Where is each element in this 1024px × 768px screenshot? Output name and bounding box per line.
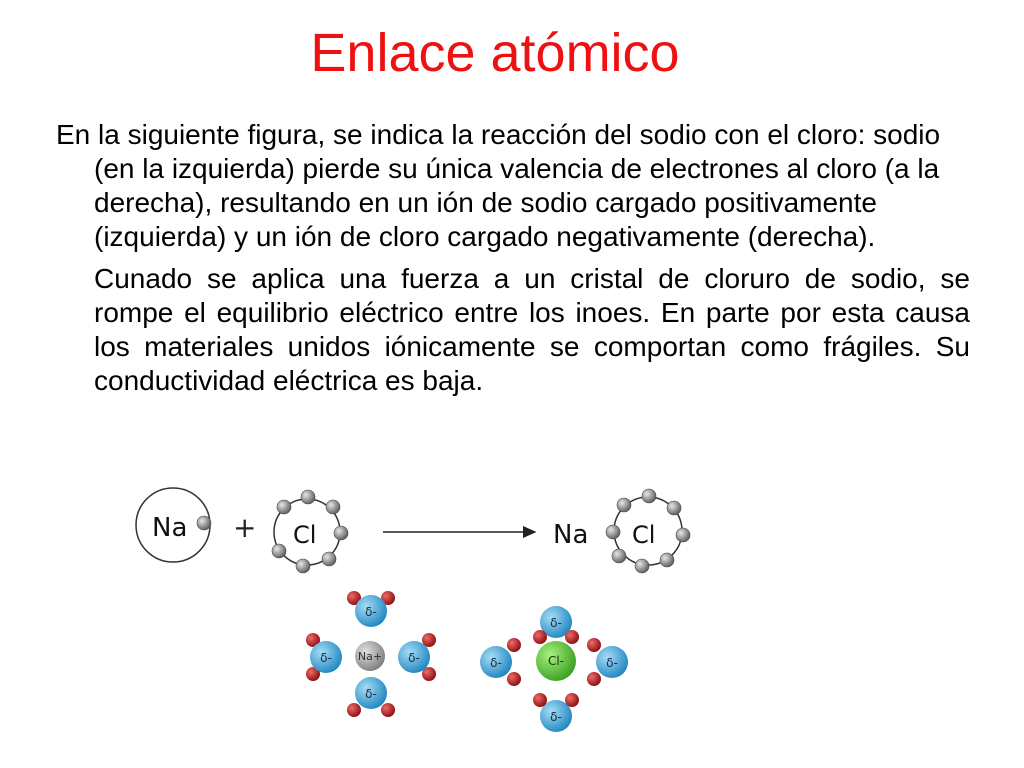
svg-text:δ-: δ- [320, 651, 332, 665]
chloride-ion [606, 489, 690, 573]
water-molecule-top [347, 591, 395, 627]
svg-text:δ-: δ- [408, 651, 420, 665]
chlorine-label: Cl [293, 521, 317, 549]
hydrated-chloride-cluster [480, 606, 628, 732]
chlorine-atom [272, 490, 348, 573]
plus-sign: + [233, 511, 257, 544]
sodium-ion-charge-label: Na+ [357, 650, 383, 663]
paragraph-reaction: En la siguiente figura, se indica la reacción del sodio con el cloro: sodio (en la izquierda) pierde su única valencia de electrones al cloro (a la derecha), resultando en un ión de sodio cargado positivamente (izquierda) y un ión de cloro cargado negativamente (derecha). [56, 119, 941, 252]
svg-text:δ-: δ- [490, 656, 502, 670]
sodium-atom [136, 488, 211, 562]
svg-text:δ-: δ- [365, 605, 377, 619]
slide-title: Enlace atómico [310, 23, 680, 83]
svg-text:δ-: δ- [550, 616, 562, 630]
water-molecule-left [480, 638, 521, 686]
svg-text:δ-: δ- [606, 656, 618, 670]
paragraph-crystal: Cunado se aplica una fuerza a un cristal de cloruro de sodio, se rompe el equilibrio eléctrico entre los inoes. En parte por esta causa los materiales unidos iónicamente se comportan como frágiles. Su conductividad eléctrica es baja. [94, 263, 970, 396]
sodium-label: Na [152, 513, 188, 543]
chloride-ion-charge-label: Cl- [547, 654, 565, 668]
water-molecule-top [533, 606, 579, 644]
sodium-ion-label: Na [553, 520, 589, 550]
water-molecule-right [398, 633, 436, 681]
water-molecule-bottom [347, 677, 395, 717]
svg-text:δ-: δ- [550, 710, 562, 724]
hydrated-sodium-cluster [306, 591, 436, 717]
water-molecule-bottom [533, 693, 579, 732]
sodium-valence-electron [197, 516, 211, 530]
water-molecule-right [587, 638, 628, 686]
svg-text:δ-: δ- [365, 687, 377, 701]
chloride-label: Cl [632, 521, 656, 549]
water-molecule-left [306, 633, 342, 681]
